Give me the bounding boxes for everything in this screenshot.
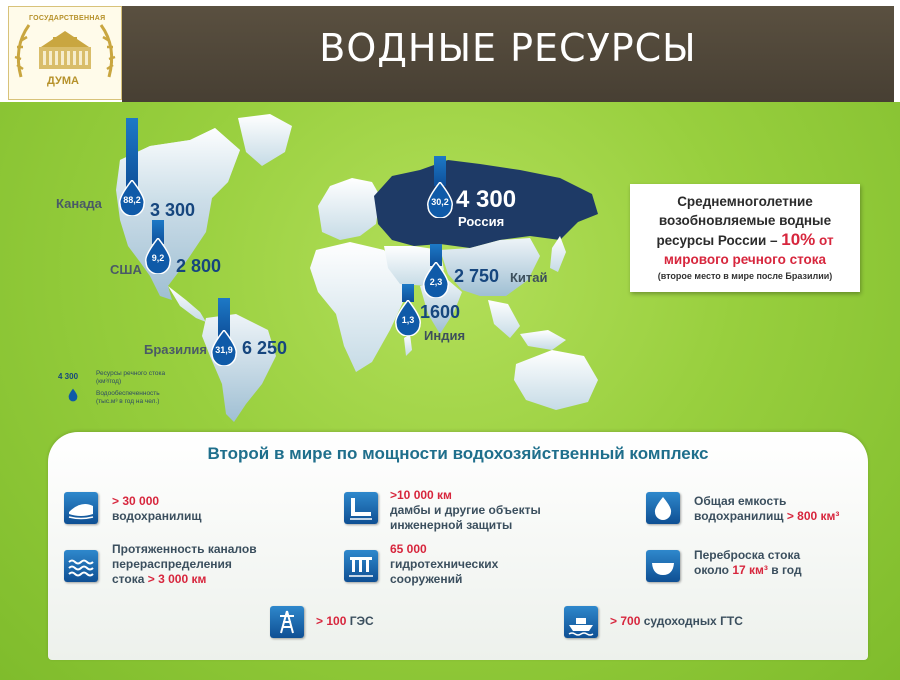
legend-sample-value: 4 300	[58, 372, 79, 381]
item-navigable	[610, 614, 743, 629]
item-canals-label1: Протяженность каналов	[112, 542, 257, 556]
item-transfer-text: около	[694, 563, 733, 577]
item-dams-label1: дамбы и другие объекты	[390, 503, 541, 517]
hydro-structure-icon	[344, 550, 378, 582]
legend-drop-icon	[68, 388, 78, 402]
drop-icon	[646, 492, 680, 524]
item-reservoirs	[112, 494, 201, 524]
resources-india: 1600	[420, 302, 461, 322]
label-canada: Канада	[56, 196, 102, 211]
logo-text-top: ГОСУДАРСТВЕННАЯ	[29, 15, 106, 22]
item-capacity	[694, 494, 839, 524]
item-canals-text: стока	[112, 572, 148, 586]
item-hydrotechnical-label1: гидротехнических	[390, 557, 499, 571]
label-china: Китай	[510, 270, 548, 285]
label-india: Индия	[424, 328, 466, 343]
legend-resources-line1: Ресурсы речного стока	[96, 370, 166, 377]
drop-marker-usa	[144, 238, 172, 274]
item-transfer-label1: Переброска стока	[694, 548, 801, 562]
legend-supply-line2: (тыс.м³ в год на чел.)	[96, 398, 160, 405]
item-capacity-text: водохранилищ	[694, 509, 787, 523]
per-capita-usa: 9,2	[151, 253, 165, 263]
item-hpp-label: ГЭС	[349, 614, 374, 628]
australia-shape	[514, 350, 598, 410]
per-capita-china: 2,3	[429, 277, 443, 287]
panel-title: Второй в мире по мощности водохозяйственный комплекс	[207, 444, 709, 463]
dam-icon	[344, 492, 378, 524]
item-dams-value: >10 000 км	[390, 488, 452, 502]
infobox-percent: 10%	[781, 230, 816, 249]
bowl-icon	[646, 550, 680, 582]
item-dams	[390, 488, 541, 533]
page-title: ВОДНЫЕ РЕСУРСЫ	[319, 26, 697, 70]
infobox-line3	[640, 230, 850, 250]
drop-marker-russia	[426, 182, 454, 218]
item-capacity-label2	[694, 509, 839, 524]
item-navigable-value: > 700	[610, 614, 644, 628]
drop-marker-china	[422, 262, 450, 298]
header	[0, 0, 900, 102]
item-transfer-label2	[694, 563, 802, 578]
item-canals-value: > 3 000 км	[147, 572, 207, 586]
item-capacity-label1: Общая емкость	[694, 494, 787, 508]
infobox-line2: возобновляемые водные	[658, 213, 832, 228]
drop-marker-brazil	[210, 330, 238, 366]
water-complex-panel	[48, 432, 868, 660]
infobox-line3-end: от	[815, 233, 834, 248]
canal-icon	[64, 550, 98, 582]
title-bar	[122, 6, 894, 102]
per-capita-canada: 88,2	[123, 195, 141, 205]
label-russia: Россия	[458, 214, 505, 229]
item-canals	[112, 542, 257, 587]
item-hpp	[316, 614, 374, 629]
resources-usa: 2 800	[176, 256, 222, 276]
item-transfer-value: 17 км³	[732, 563, 768, 577]
resources-china: 2 750	[454, 266, 500, 286]
legend-resources-line2: (км³/год)	[96, 378, 122, 385]
item-hpp-value: > 100	[316, 614, 350, 628]
item-hydrotechnical-value: 65 000	[390, 542, 427, 556]
central-america-shape	[168, 286, 206, 322]
item-reservoirs-label: водохранилищ	[112, 509, 202, 523]
state-duma-logo	[8, 6, 122, 100]
resources-russia: 4 300	[456, 186, 517, 213]
reservoir-icon	[64, 492, 98, 524]
item-canals-label3	[112, 572, 257, 587]
resources-canada: 3 300	[150, 200, 196, 220]
item-navigable-label: судоходных ГТС	[643, 614, 743, 628]
power-tower-icon	[270, 606, 304, 638]
resources-brazil: 6 250	[242, 338, 288, 358]
logo-text-bottom: ДУМА	[47, 75, 79, 87]
infobox-line4: мирового речного стока	[663, 252, 827, 267]
item-transfer-end: в год	[767, 563, 802, 577]
per-capita-brazil: 31,9	[215, 345, 233, 355]
greenland-shape	[238, 114, 292, 166]
legend-supply-line1: Водообеспеченность	[96, 390, 160, 397]
europe-shape	[318, 178, 380, 240]
label-brazil: Бразилия	[144, 342, 207, 357]
infobox-line1: Среднемноголетние	[677, 194, 813, 209]
per-capita-india: 1,3	[401, 315, 415, 325]
item-hydrotechnical-label2: сооружений	[390, 572, 463, 586]
drop-marker-canada	[118, 180, 146, 216]
infobox-note: (второе место в мире после Бразилии)	[657, 271, 833, 281]
item-canals-label2: перераспределения	[112, 557, 232, 571]
ship-icon	[564, 606, 598, 638]
item-reservoirs-value: > 30 000	[112, 494, 160, 508]
item-transfer	[694, 548, 802, 578]
infobox-line3-text: ресурсы России –	[656, 233, 782, 248]
russia-water-share-box	[630, 184, 860, 292]
item-hydrotechnical	[390, 542, 498, 587]
drop-marker-india	[394, 300, 422, 336]
item-dams-label2: инженерной защиты	[390, 518, 513, 532]
item-capacity-value: > 800 км³	[786, 509, 840, 523]
label-usa: США	[110, 262, 142, 277]
per-capita-russia: 30,2	[431, 197, 449, 207]
